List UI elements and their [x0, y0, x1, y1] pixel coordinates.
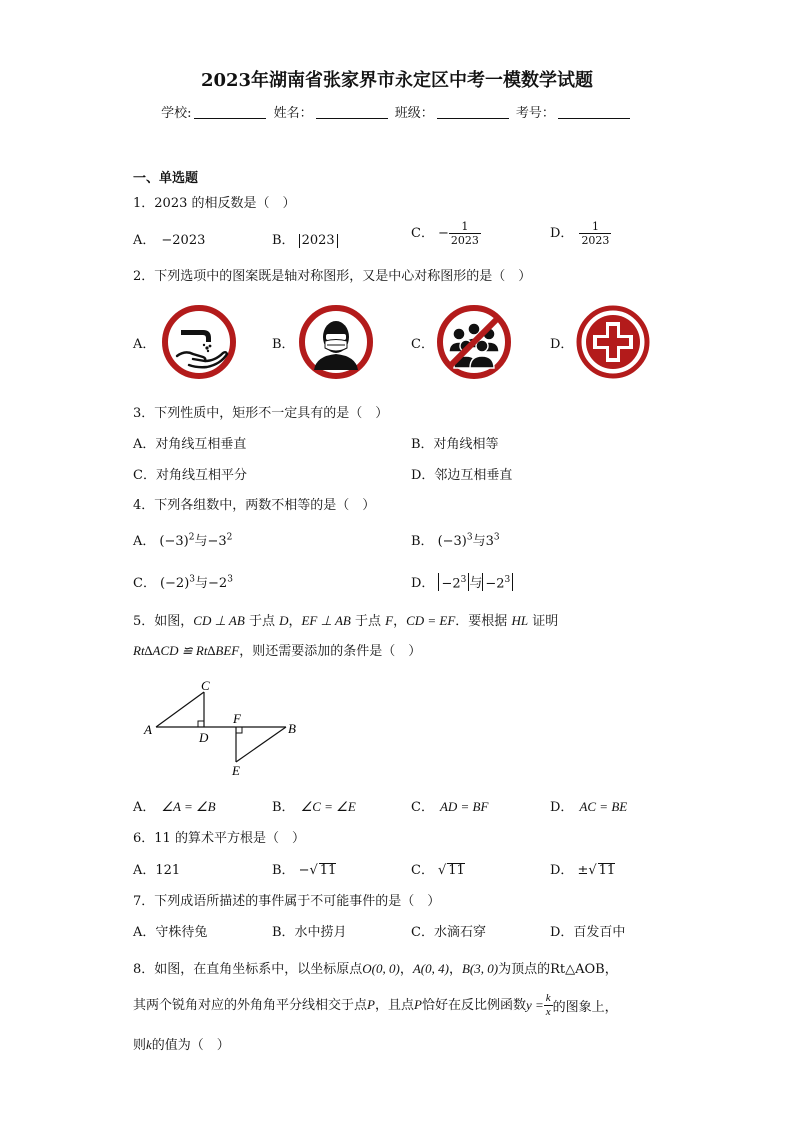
q7-option-a[interactable]: A．守株待兔	[133, 925, 208, 940]
q5-option-a[interactable]	[133, 796, 216, 815]
q1-option-a[interactable]	[133, 229, 205, 248]
class-blank[interactable]	[437, 106, 509, 119]
q5-t1: 5．如图，	[133, 614, 194, 629]
q3-option-a[interactable]: A．对角线互相垂直	[133, 437, 247, 452]
q8-t3: ，	[399, 962, 413, 977]
q6-option-d[interactable]	[550, 859, 615, 878]
q4-c-term1: (−2)	[159, 576, 190, 591]
q8-stem-line3	[133, 1034, 230, 1053]
q6-stem: 6．11 的算术平方根是（ ）	[133, 831, 305, 846]
q8-t7: 为顶点的	[498, 962, 551, 977]
q6-b-label: B．	[272, 863, 295, 878]
mask-person-icon[interactable]	[298, 304, 374, 380]
q4-d-exp1: 3	[460, 574, 467, 585]
q5-t13: 证明	[528, 614, 559, 629]
q4-d-abs2	[482, 573, 513, 591]
q5-t12: HL	[511, 613, 529, 628]
q8-t17: 则	[133, 1038, 147, 1053]
q5-t10: CD = EF	[406, 613, 456, 628]
q4-option-b[interactable]	[411, 530, 500, 549]
q4-b-exp1: 3	[466, 532, 473, 543]
q4-option-a[interactable]	[133, 530, 232, 549]
q8-fraction	[544, 992, 553, 1019]
q4-c-mid: 与	[195, 576, 209, 591]
student-info-line	[0, 102, 794, 121]
q5-stem-line2	[133, 640, 421, 659]
q8-stem-line1	[133, 958, 618, 977]
q5-c-value: AD = BF	[439, 799, 489, 814]
q6-option-a[interactable]: A．121	[133, 863, 181, 878]
q1-d-label: D．	[550, 226, 574, 241]
q5-t4: D	[279, 613, 289, 628]
q8-t18: k	[146, 1037, 152, 1052]
q5-figure	[140, 678, 310, 778]
q6-d-label: D．	[550, 863, 574, 878]
q1-d-den: 2023	[581, 234, 610, 247]
q5-fig-label-c: C	[201, 678, 210, 693]
q8-t19: 的值为（ ）	[151, 1038, 230, 1053]
q8-frac-num: k	[545, 992, 551, 1004]
q5-t2: CD ⊥ AB	[193, 613, 245, 628]
q5-stem-line1	[133, 610, 558, 629]
q6-option-b[interactable]	[272, 859, 336, 878]
number-blank[interactable]	[558, 106, 630, 119]
q6-option-c[interactable]	[411, 859, 465, 878]
q5-b-label: B．	[272, 800, 295, 815]
section-heading: 一、单选题	[133, 171, 199, 186]
q5-t9: ，	[393, 614, 407, 629]
q5-t6: EF ⊥ AB	[301, 613, 351, 628]
q8-t1: 8．如图，在直角坐标系中，以坐标原点	[133, 962, 363, 977]
q6-b-sign: −	[298, 863, 310, 878]
sqrt-icon: √	[437, 863, 447, 878]
q5-c-label: C．	[411, 800, 434, 815]
class-label: 班级：	[394, 106, 434, 121]
q3-stem: 3．下列性质中，矩形不一定具有的是（ ）	[133, 406, 389, 421]
q8-t13: P	[413, 997, 422, 1012]
q5-t7: 于点	[350, 614, 386, 629]
q5-a-label: A．	[133, 800, 156, 815]
q4-a-term2: −3	[207, 534, 227, 549]
q4-b-term2: 3	[485, 534, 494, 549]
q5-fig-label-e: E	[232, 763, 240, 778]
q6-d-radicand: 11	[598, 863, 616, 878]
q5-b-value: ∠C = ∠E	[300, 799, 356, 814]
q4-b-mid: 与	[472, 534, 486, 549]
q5-fig-label-f: F	[233, 711, 241, 726]
q5-t5: ，	[288, 614, 302, 629]
q5-t14: Rt∆ACD ≌ Rt∆BEF	[133, 643, 240, 658]
q5-t11: ．要根据	[455, 614, 512, 629]
q6-c-label: C．	[411, 863, 434, 878]
q4-d-abs1	[438, 573, 469, 591]
q7-option-b[interactable]: B．水中捞月	[272, 925, 347, 940]
sqrt-icon: √	[309, 863, 318, 878]
q4-d-term1: −2	[441, 576, 461, 591]
q1-a-label: A．	[133, 233, 156, 248]
q4-a-exp2: 2	[226, 532, 233, 543]
hand-wash-icon[interactable]	[161, 304, 237, 380]
number-label: 考号：	[515, 106, 555, 121]
q1-c-den: 2023	[450, 234, 479, 247]
school-blank[interactable]	[194, 106, 266, 119]
q2-stem: 2．下列选项中的图案既是轴对称图形，又是中心对称图形的是（ ）	[133, 269, 532, 284]
q4-a-mid: 与	[194, 534, 208, 549]
q4-b-label: B．	[411, 534, 434, 549]
q5-t3: 于点	[244, 614, 280, 629]
q1-a-value: −2023	[161, 233, 206, 248]
q8-t8: Rt△AOB	[550, 962, 605, 977]
name-blank[interactable]	[316, 106, 388, 119]
q4-option-d[interactable]	[411, 572, 513, 591]
q8-stem-line2	[133, 992, 618, 1019]
q7-stem: 7．下列成语所描述的事件属于不可能事件的是（ ）	[133, 894, 441, 909]
q5-option-d[interactable]	[550, 796, 627, 815]
q6-c-radicand: 11	[448, 863, 465, 878]
q5-option-c[interactable]	[411, 796, 488, 815]
q4-a-term1: (−3)	[159, 534, 189, 549]
q8-t9: ，	[604, 962, 618, 977]
q4-b-exp2: 3	[493, 532, 500, 543]
name-label: 姓名：	[273, 106, 313, 121]
q5-t15: ，则还需要添加的条件是（ ）	[239, 644, 422, 659]
q1-c-label: C．	[411, 226, 434, 241]
q5-fig-label-d: D	[199, 730, 209, 745]
q7-option-c[interactable]: C．水滴石穿	[411, 925, 486, 940]
q8-t11: P	[367, 997, 375, 1012]
q2-a-label[interactable]: A．	[133, 337, 156, 352]
q8-t16: 的图象上，	[552, 1000, 618, 1015]
exam-title: 2023年湖南省张家界市永定区中考一模数学试题	[200, 70, 594, 91]
q2-c-label[interactable]: C．	[411, 337, 434, 352]
q4-a-exp1: 2	[188, 532, 195, 543]
q4-c-term2: −2	[208, 576, 228, 591]
q1-c-sign: −	[437, 226, 449, 241]
q1-c-num: 1	[449, 220, 481, 234]
q5-a-value: ∠A = ∠B	[161, 799, 216, 814]
q4-d-term2: −2	[485, 576, 505, 591]
q2-b-label[interactable]: B．	[272, 337, 295, 352]
q8-t6: B(3, 0)	[461, 961, 499, 976]
q6-b-radicand: 11	[319, 863, 337, 878]
q4-stem: 4．下列各组数中，两数不相等的是（ ）	[133, 498, 376, 513]
q1-b-value: 2023	[299, 234, 338, 248]
q8-t15: y =	[525, 997, 544, 1013]
q8-t14: 恰好在反比例函数	[421, 998, 526, 1013]
q1-option-b[interactable]	[272, 229, 338, 248]
q4-d-exp2: 3	[504, 574, 511, 585]
school-label: 学校:	[161, 106, 192, 121]
q4-d-mid: 与	[469, 576, 483, 591]
q8-t10: 其两个锐角对应的外角角平分线相交于点	[133, 998, 368, 1013]
medical-cross-icon[interactable]	[575, 304, 651, 380]
q1-b-label: B．	[272, 233, 295, 248]
no-crowd-icon[interactable]	[436, 304, 512, 380]
q5-d-value: AC = BE	[579, 799, 628, 814]
q4-c-exp1: 3	[189, 574, 195, 585]
q4-b-term1: (−3)	[437, 534, 467, 549]
q6-d-sign: ±	[577, 863, 589, 878]
q1-option-c[interactable]	[411, 220, 481, 247]
q4-option-c[interactable]	[133, 572, 233, 591]
q1-option-d[interactable]	[550, 220, 611, 247]
q8-t2: O(0, 0)	[362, 961, 400, 976]
q1-c-fraction	[449, 220, 481, 247]
q5-d-label: D．	[550, 800, 574, 815]
q1-d-fraction	[579, 220, 611, 247]
q2-d-label[interactable]: D．	[550, 337, 574, 352]
q5-t8: F	[385, 613, 394, 628]
sqrt-icon: √	[588, 863, 597, 878]
q5-fig-label-a: A	[144, 722, 152, 737]
q5-fig-label-b: B	[288, 721, 296, 736]
q3-option-c[interactable]: C．对角线互相平分	[133, 468, 247, 483]
q7-option-d[interactable]: D．百发百中	[550, 925, 626, 940]
q5-option-b[interactable]	[272, 796, 356, 815]
q3-option-d[interactable]: D．邻边互相垂直	[411, 468, 513, 483]
q8-t12: ，且点	[374, 998, 414, 1013]
q1-d-num: 1	[579, 220, 611, 234]
q8-frac-den: x	[545, 1006, 551, 1018]
q4-c-exp2: 3	[227, 574, 233, 585]
q4-a-label: A．	[133, 534, 156, 549]
q8-t5: ，	[448, 962, 462, 977]
q3-option-b[interactable]: B．对角线相等	[411, 437, 499, 452]
q1-stem: 1．2023 的相反数是（ ）	[133, 196, 296, 211]
q4-c-label: C．	[133, 576, 156, 591]
q4-d-label: D．	[411, 576, 435, 591]
q8-t4: A(0, 4)	[412, 961, 449, 976]
